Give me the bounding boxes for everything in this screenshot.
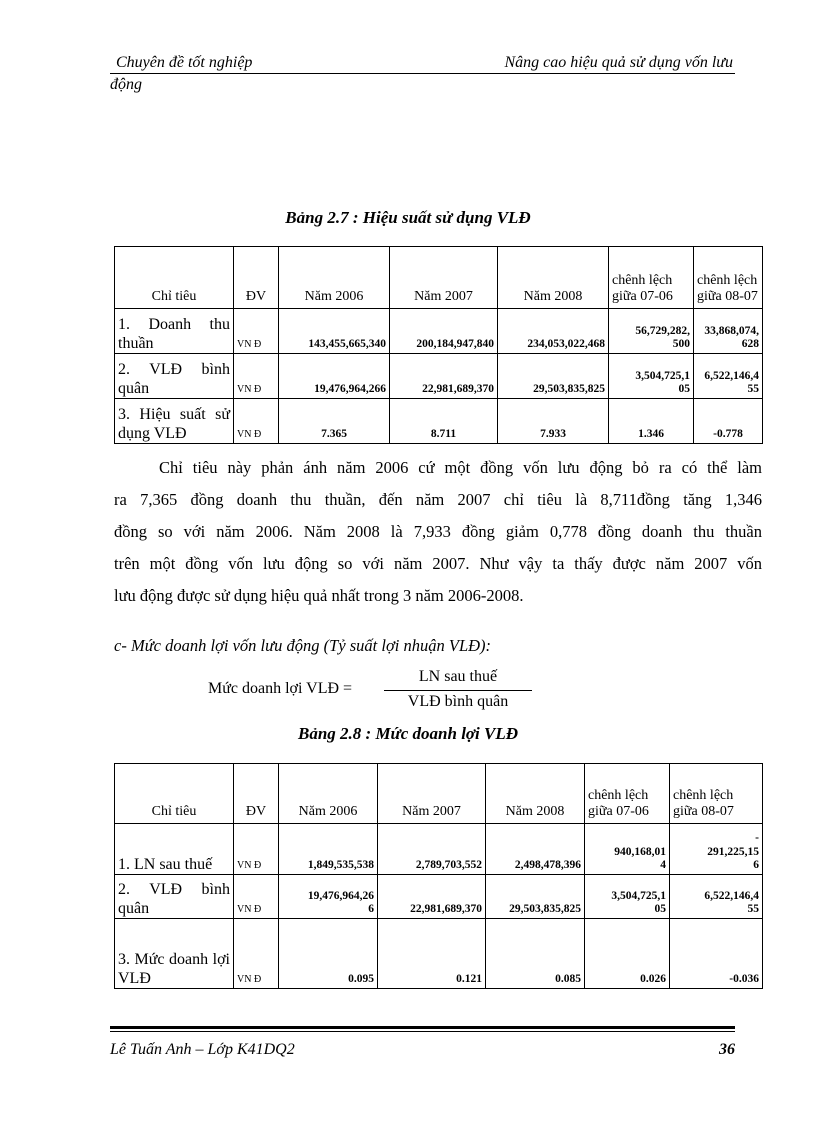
header-continuation: động: [110, 76, 142, 93]
cell-diff-0807-bottom: -0.036: [729, 972, 759, 985]
formula-numerator: LN sau thuế: [418, 668, 498, 685]
row-label: 3. Hiệu suất sử dụng VLĐ: [115, 399, 234, 444]
cell-diff-0807: [670, 919, 763, 989]
cell-2006: 0.095: [279, 919, 378, 989]
table-row: [115, 354, 763, 399]
body-paragraph: [114, 452, 762, 612]
formula-denominator: VLĐ bình quân: [407, 693, 509, 710]
cell-2007: 2,789,703,552: [378, 824, 486, 875]
table1: [114, 246, 763, 444]
table-row: [115, 875, 763, 919]
cell-diff-0807-top: 291,225,15: [707, 845, 759, 858]
table2-header-diff-0807: chênh lệch giữa 08-07: [670, 764, 763, 824]
cell-diff-0706-top: 3,504,725,1: [635, 369, 690, 382]
table2-header-2007: Năm 2007: [378, 764, 486, 824]
cell-2008: 7.933: [498, 399, 609, 444]
row-unit: VN Đ: [234, 309, 279, 354]
table2-caption: Bảng 2.8 : Mức doanh lợi VLĐ: [297, 724, 519, 743]
cell-diff-0706-bottom: 05: [678, 382, 690, 395]
cell-diff-0807: [694, 399, 763, 444]
cell-diff-0706-bottom: 500: [672, 337, 690, 350]
cell-2007: 22,981,689,370: [378, 875, 486, 919]
footer-text-row: [110, 1041, 735, 1059]
paragraph-line: trên một đồng vốn lưu động so với năm 2007. Như vậy ta thấy được năm 2007 vốn: [114, 554, 762, 573]
footer-rule-thick: [110, 1026, 735, 1029]
row-unit: VN Đ: [234, 399, 279, 444]
cell-diff-0706-bottom: 4: [660, 858, 666, 871]
cell-2006: 1,849,535,538: [279, 824, 378, 875]
table1-header-diff-0706: chênh lệch giữa 07-06: [609, 247, 694, 309]
cell-2008: 2,498,478,396: [486, 824, 585, 875]
cell-diff-0706: [585, 919, 670, 989]
cell-2008: 0.085: [486, 919, 585, 989]
cell-diff-0807-bottom: -0.778: [713, 427, 743, 440]
cell-2008: 29,503,835,825: [486, 875, 585, 919]
cell-2007: 8.711: [390, 399, 498, 444]
cell-2006: 19,476,964,266: [279, 354, 390, 399]
table1-caption: Bảng 2.7 : Hiệu suất sử dụng VLĐ: [285, 208, 531, 227]
cell-diff-0706-top: 3,504,725,1: [611, 889, 666, 902]
row-label: 1. Doanh thu thuần: [115, 309, 234, 354]
footer-rule-thin: [110, 1031, 735, 1032]
page-number: 36: [719, 1041, 735, 1058]
row-label: 3. Mức doanh lợi VLĐ: [115, 919, 234, 989]
cell-2006: 7.365: [279, 399, 390, 444]
cell-diff-0807: [694, 354, 763, 399]
table1-header-diff-0807: chênh lệch giữa 08-07: [694, 247, 763, 309]
header-left: Chuyên đề tốt nghiệp: [116, 54, 253, 71]
cell-2008: 29,503,835,825: [498, 354, 609, 399]
cell-diff-0706-bottom: 0.026: [640, 972, 666, 985]
cell-2007: 200,184,947,840: [390, 309, 498, 354]
row-label: 1. LN sau thuế: [115, 824, 234, 875]
table1-header-chitieu: Chỉ tiêu: [115, 247, 234, 309]
page-footer: [110, 1026, 735, 1059]
cell-diff-0807-bottom: 55: [747, 902, 759, 915]
cell-2006-bottom: 6: [368, 902, 374, 915]
cell-diff-0706: [585, 824, 670, 875]
cell-2006: [279, 875, 378, 919]
paragraph-line: đồng so với năm 2006. Năm 2008 là 7,933 đồng giảm 0,778 đồng doanh thu thuần: [114, 522, 762, 541]
cell-2007: 0.121: [378, 919, 486, 989]
table1-header-2008: Năm 2008: [498, 247, 609, 309]
cell-2006-top: 19,476,964,26: [307, 889, 374, 902]
cell-diff-0706-top: 56,729,282,: [635, 324, 690, 337]
table-row: [115, 399, 763, 444]
table1-header-2007: Năm 2007: [390, 247, 498, 309]
cell-diff-0807: [670, 824, 763, 875]
table-row: [115, 309, 763, 354]
row-unit: VN Đ: [234, 919, 279, 989]
table2-header-diff-0706: chênh lệch giữa 07-06: [585, 764, 670, 824]
row-unit: VN Đ: [234, 824, 279, 875]
table2-header-row: [115, 764, 763, 824]
cell-diff-0807-bottom: 6: [753, 858, 759, 871]
cell-diff-0706: [585, 875, 670, 919]
row-label: 2. VLĐ bình quân: [115, 354, 234, 399]
cell-diff-0706: [609, 399, 694, 444]
table-row: [115, 824, 763, 875]
table1-header-2006: Năm 2006: [279, 247, 390, 309]
table2-header-2006: Năm 2006: [279, 764, 378, 824]
formula-fraction: [384, 668, 532, 711]
cell-diff-0706: [609, 309, 694, 354]
section-heading: c- Mức doanh lợi vốn lưu động (Tỷ suất lợi nhuận VLĐ):: [114, 636, 492, 655]
cell-2007: 22,981,689,370: [390, 354, 498, 399]
footer-author: Lê Tuấn Anh – Lớp K41DQ2: [110, 1041, 295, 1058]
cell-diff-0807-bottom: 55: [747, 382, 759, 395]
row-unit: VN Đ: [234, 354, 279, 399]
row-unit: VN Đ: [234, 875, 279, 919]
header-row: [110, 54, 735, 74]
cell-diff-0807: [694, 309, 763, 354]
cell-diff-0807: [670, 875, 763, 919]
cell-diff-0706-bottom: 05: [654, 902, 666, 915]
table1-header-row: [115, 247, 763, 309]
cell-diff-0807-top: 33,868,074,: [704, 324, 759, 337]
table2: [114, 763, 763, 989]
fraction-bar: [384, 690, 532, 691]
formula-lhs: Mức doanh lợi VLĐ =: [208, 680, 353, 697]
table2-header-dv: ĐV: [234, 764, 279, 824]
paragraph-line: Chỉ tiêu này phản ánh năm 2006 cứ một đồng vốn lưu động bỏ ra có thể làm: [159, 458, 762, 477]
table-row: [115, 919, 763, 989]
cell-diff-0807-top: 6,522,146,4: [704, 369, 759, 382]
cell-2008: 234,053,022,468: [498, 309, 609, 354]
table2-header-2008: Năm 2008: [486, 764, 585, 824]
cell-2006: 143,455,665,340: [279, 309, 390, 354]
cell-diff-0807-bottom: 628: [741, 337, 759, 350]
header-right: Nâng cao hiệu quả sử dụng vốn lưu: [504, 54, 733, 71]
cell-diff-0807-sign: -: [755, 832, 759, 845]
row-label: 2. VLĐ bình quân: [115, 875, 234, 919]
page-header: [110, 54, 735, 94]
cell-diff-0706-bottom: 1.346: [638, 427, 664, 440]
table2-header-chitieu: Chỉ tiêu: [115, 764, 234, 824]
cell-diff-0706: [609, 354, 694, 399]
paragraph-line: lưu động được sử dụng hiệu quả nhất trong 3 năm 2006-2008.: [114, 586, 524, 605]
cell-diff-0807-top: 6,522,146,4: [704, 889, 759, 902]
cell-diff-0706-top: 940,168,01: [614, 845, 666, 858]
paragraph-line: ra 7,365 đồng doanh thu thuần, đến năm 2007 chỉ tiêu là 8,711đồng tăng 1,346: [114, 490, 762, 509]
table1-header-dv: ĐV: [234, 247, 279, 309]
